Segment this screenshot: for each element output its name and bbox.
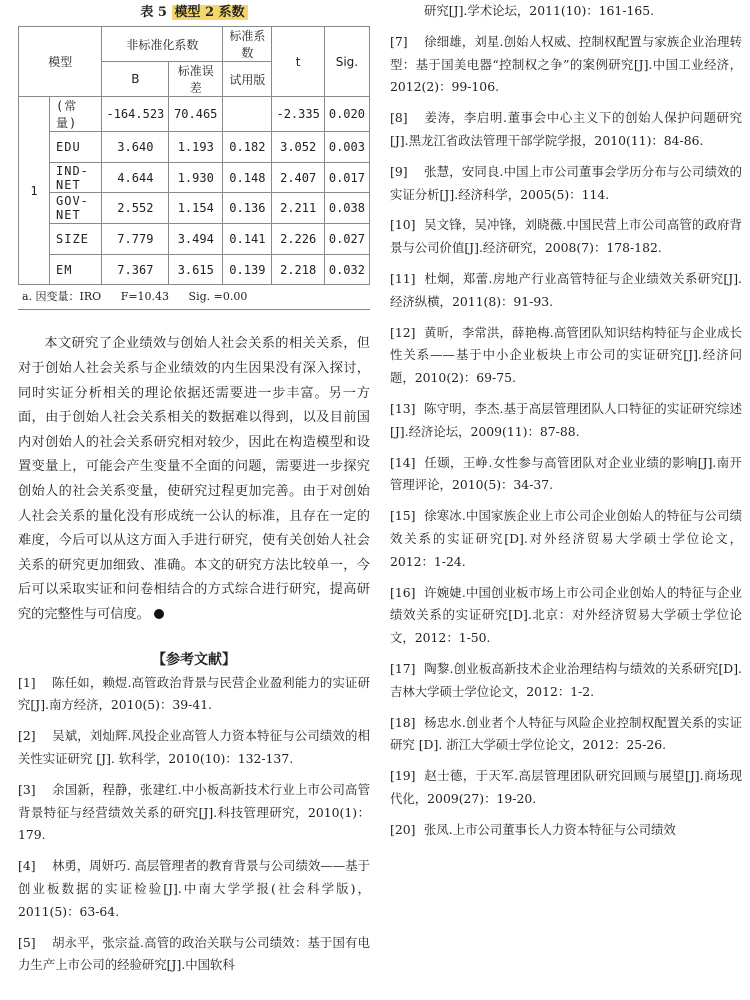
sig-value: 0.027 [324, 224, 369, 255]
coef-b: -164.523 [102, 97, 169, 132]
table-caption [18, 0, 370, 26]
reference-text: 张凤.上市公司董事长人力资本特征与公司绩效 [424, 821, 676, 837]
coef-b: 7.367 [102, 254, 169, 285]
header-trial: 试用版 [223, 62, 272, 97]
reference-text: 吴斌，刘灿辉.风投企业高管人力资本特征与公司绩效的相关性实证研究 [J]. 软科学，2010(10)：132-137. [18, 728, 370, 766]
reference-item [390, 31, 742, 99]
left-column [18, 0, 370, 985]
reference-item [390, 107, 742, 153]
reference-number: [5] [18, 934, 36, 950]
reference-item [390, 268, 742, 314]
reference-number: [2] [18, 728, 36, 744]
reference-text: 张慧，安同良.中国上市公司董事会学历分布与公司绩效的实证分析[J].经济科学，2005(5)：114. [390, 163, 742, 202]
reference-number: [18] [390, 714, 416, 730]
reference-number: [7] [390, 33, 408, 49]
coef-se: 1.193 [169, 132, 223, 163]
reference-text: 徐细雄，刘星.创始人权威、控制权配置与家族企业治理转型：基于国美电器“控制权之争”的案例研究[J].中国工业经济，2012(2)：99-106. [390, 33, 742, 95]
coef-b: 4.644 [102, 162, 169, 193]
sig-value: 0.020 [324, 97, 369, 132]
reference-text: 陈任如，赖煜.高管政治背景与民营企业盈利能力的实证研究[J].南方经济，2010(5)：39-41. [18, 674, 370, 713]
table-note [18, 285, 370, 310]
sig-value: 0.017 [324, 162, 369, 193]
reference-item [390, 214, 742, 260]
t-value: 3.052 [272, 132, 324, 163]
reference-text: 黄昕，李常洪，薛艳梅.高管团队知识结构特征与企业成长性关系——基于中小企业板块上市公司的实证研究[J].经济问题，2010(2)：69-75. [390, 324, 742, 386]
sig-value: 0.003 [324, 132, 369, 163]
reference-continuation: 研究[J].学术论坛，2011(10)：161-165. [424, 3, 655, 18]
reference-item [18, 932, 370, 978]
header-b: B [102, 62, 169, 97]
variable-name: (常量) [50, 97, 102, 132]
reference-item [390, 658, 742, 704]
table-row [19, 97, 370, 132]
body-paragraph [18, 332, 370, 627]
reference-item [390, 582, 742, 650]
note-f-value: F=10.43 [120, 290, 170, 304]
reference-text: 陶黎.创业板高新技术企业治理结构与绩效的关系研究[D].吉林大学硕士学位论文，2012：1-2. [390, 660, 742, 699]
reference-item [390, 398, 742, 444]
sig-value: 0.038 [324, 193, 369, 224]
note-dependent-var: a. 因变量：IRO [22, 290, 102, 304]
reference-text: 杨忠水.创业者个人特征与风险企业控制权配置关系的实证研究 [D]. 浙江大学硕士学位论文，2012：25-26. [390, 714, 742, 753]
end-mark-icon [154, 609, 164, 619]
reference-number: [1] [18, 674, 36, 690]
reference-text: 林勇，周妍巧. 高层管理者的教育背景与公司绩效——基于创业板数据的实证检验[J].中南大学学报(社会科学版)，2011(5)：63-64. [18, 858, 370, 919]
t-value: 2.226 [272, 224, 324, 255]
reference-number: [9] [390, 163, 408, 179]
table-row [19, 254, 370, 285]
reference-number: [8] [390, 110, 408, 126]
reference-text: 姜涛，李启明.董事会中心主义下的创始人保护问题研究[J].黑龙江省政法管理干部学院学报，2010(11)：84-86. [390, 110, 742, 148]
reference-number: [10] [390, 217, 416, 233]
reference-number: [20] [390, 821, 416, 837]
t-value: 2.211 [272, 193, 324, 224]
table-row [19, 162, 370, 193]
coef-se: 3.615 [169, 254, 223, 285]
reference-item [390, 161, 742, 207]
reference-number: [13] [390, 400, 416, 416]
table-caption-title: 模型 2 系数 [172, 5, 248, 20]
variable-name: EM [50, 254, 102, 285]
coef-b: 7.779 [102, 224, 169, 255]
reference-item [390, 819, 742, 842]
variable-name: IND-NET [50, 162, 102, 193]
reference-item [18, 855, 370, 923]
reference-text: 赵士德，于天军.高层管理团队研究回顾与展望[J].商场现代化，2009(27)：19-20. [390, 768, 742, 806]
coef-se: 70.465 [169, 97, 223, 132]
header-unstd: 非标准化系数 [102, 27, 223, 62]
reference-number: [11] [390, 270, 416, 286]
reference-item [18, 672, 370, 718]
reference-item [18, 725, 370, 771]
header-model: 模型 [19, 27, 102, 97]
coef-beta: 0.148 [223, 162, 272, 193]
reference-text: 胡永平，张宗益.高管的政治关联与公司绩效：基于国有电力生产上市公司的经验研究[J].中国软科 [18, 934, 370, 973]
reference-number: [17] [390, 660, 416, 676]
reference-number: [4] [18, 858, 36, 874]
sig-value: 0.032 [324, 254, 369, 285]
reference-text: 许婉婕.中国创业板市场上市公司企业创始人的特征与企业绩效关系的实证研究[D].北京：对外经济贸易大学硕士学位论文，2012：1-50. [390, 584, 742, 646]
reference-item [18, 779, 370, 847]
t-value: 2.407 [272, 162, 324, 193]
table-row [19, 193, 370, 224]
reference-item [390, 452, 742, 498]
coef-se: 1.930 [169, 162, 223, 193]
coef-b: 3.640 [102, 132, 169, 163]
coef-beta: 0.139 [223, 254, 272, 285]
reference-text: 杜炯，郑蕾.房地产行业高管特征与企业绩效关系研究[J].经济纵横，2011(8)：91-93. [390, 270, 742, 309]
right-column [390, 0, 742, 850]
body-paragraph-text: 本文研究了企业绩效与创始人社会关系的相关关系，但对于创始人社会关系与企业绩效的内生因果没有深入探讨，同时实证分析相关的理论依据还需要进一步丰富。另一方面，由于创始人社会关系相关的数据难以得到，以及目前国内对创始人的社会关系研究相对较少，因此在构造模型和设置变量上，可能会产生变量不全面的问题，需要进一步探究创始人的社会关系变量，使研究过程更加完善。由于对创始人社会关系的量化没有形成统一公认的标准，且存在一定的难度，今后可以从这方面入手进行研究，使有关创始人社会关系的研究更加细致、准确。本文的研究方法比较单一，今后可以采取实证和问卷相结合的方式综合进行研究，提高研究的完整性与可信度。 [18, 336, 370, 622]
reference-item [390, 765, 742, 811]
table-row [19, 224, 370, 255]
coef-se: 3.494 [169, 224, 223, 255]
variable-name: SIZE [50, 224, 102, 255]
coefficients-table [18, 26, 370, 285]
reference-text: 吴文锋，吴冲锋，刘晓薇.中国民营上市公司高管的政府背景与公司价值[J].经济研究，2008(7)：178-182. [390, 217, 742, 256]
reference-item [390, 505, 742, 573]
model-number: 1 [19, 97, 50, 285]
table-row [19, 132, 370, 163]
reference-text: 徐寒冰.中国家族企业上市公司企业创始人的特征与公司绩效关系的实证研究[D].对外经济贸易大学硕士学位论文，2012：1-24. [390, 508, 742, 569]
variable-name: GOV-NET [50, 193, 102, 224]
note-sig-value: Sig. =0.00 [188, 290, 248, 304]
reference-number: [15] [390, 508, 416, 524]
reference-item [390, 712, 742, 758]
references-right [390, 31, 742, 842]
reference-number: [12] [390, 324, 416, 340]
coef-beta: 0.136 [223, 193, 272, 224]
reference-item [390, 322, 742, 390]
t-value: 2.218 [272, 254, 324, 285]
header-t: t [272, 27, 324, 97]
references-heading: 【参考文献】 [152, 651, 236, 668]
reference-number: [16] [390, 584, 416, 600]
header-sig: Sig. [324, 27, 369, 97]
header-se: 标准误差 [169, 62, 223, 97]
reference-text: 余国新，程静，张建红.中小板高新技术行业上市公司高管背景特征与经营绩效关系的研究[J].科技管理研究，2010(1)：179. [18, 781, 370, 843]
coef-se: 1.154 [169, 193, 223, 224]
variable-name: EDU [50, 132, 102, 163]
reference-number: [14] [390, 454, 416, 470]
reference-text: 陈守明，李杰.基于高层管理团队人口特征的实证研究综述[J].经济论坛，2009(11)：87-88. [390, 400, 742, 439]
reference-number: [3] [18, 781, 36, 797]
coef-beta: 0.141 [223, 224, 272, 255]
reference-number: [19] [390, 768, 416, 784]
t-value: -2.335 [272, 97, 324, 132]
coef-b: 2.552 [102, 193, 169, 224]
coef-beta: 0.182 [223, 132, 272, 163]
table-caption-number: 表 5 [140, 5, 167, 20]
header-std: 标准系数 [223, 27, 272, 62]
reference-text: 任颋，王峥.女性参与高管团队对企业业绩的影响[J].南开管理评论，2010(5)：34-37. [390, 454, 742, 493]
coef-beta [223, 97, 272, 132]
references-left [18, 672, 370, 978]
